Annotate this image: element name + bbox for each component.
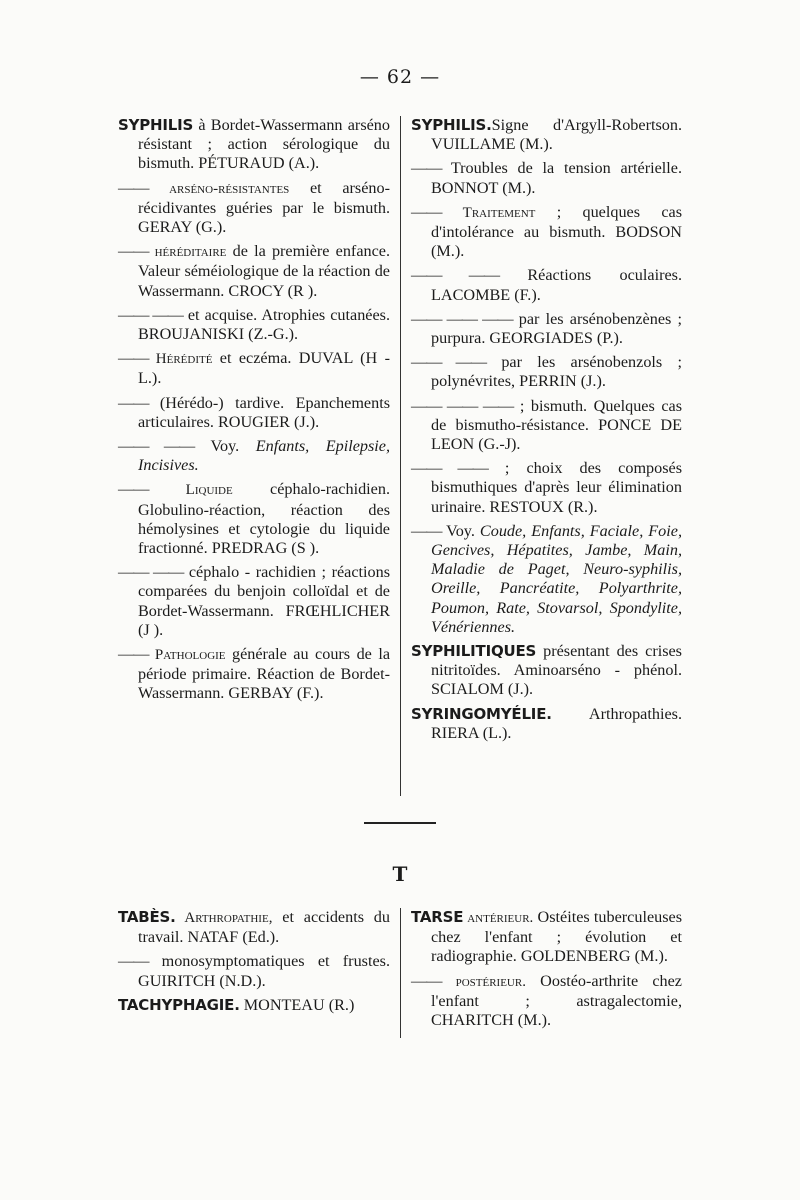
index-entry — [411, 266, 682, 304]
index-entry — [118, 306, 390, 344]
entry-heading: TACHYPHAGIE. — [118, 995, 240, 1014]
section-letter: T — [392, 862, 408, 886]
entry-text: Réactions oculaires. LACOMBE (F.). — [431, 266, 682, 304]
index-entry — [118, 116, 390, 174]
entry-dash: —— — [411, 159, 442, 178]
entry-dash: —— —— — [411, 459, 488, 478]
entry-text: ; quelques cas d'intolérance au bismuth. BODSON (M.). — [431, 202, 682, 261]
index-entry — [118, 952, 390, 990]
entry-heading: TARSE — [411, 908, 464, 926]
entry-text: Arthropathies. RIERA (L.). — [431, 704, 682, 742]
entry-dash: —— — [118, 242, 149, 261]
entry-text: ; bismuth. Quelques cas de bismutho-résistance. PONCE DE LEON (G.-J). — [431, 396, 683, 454]
top-right-column — [400, 116, 682, 796]
entry-text: par les arsénobenzènes ; purpura. GEORGIADES (P.). — [431, 309, 683, 348]
entry-subheading: héréditaire — [154, 244, 227, 261]
entry-dash: —— — [118, 349, 149, 368]
bottom-left-column — [118, 908, 400, 1038]
entry-text: par les arsénobenzols ; polynévrites, PERRIN (J.). — [431, 353, 682, 391]
entry-text: ; choix des composés bismuthiques d'après leur élimination urinaire. RESTOUX (R.). — [431, 459, 683, 516]
section-separator — [364, 822, 436, 824]
index-entry — [411, 459, 682, 517]
top-left-column — [118, 116, 400, 796]
entry-dash: —— — [118, 480, 149, 499]
entry-text: Voy. — [210, 437, 256, 456]
entry-heading: SYPHILIS — [118, 116, 194, 134]
entry-subheading: Arthropathie, — [175, 910, 273, 926]
entry-text: et eczéma. DUVAL (H -L.). — [138, 349, 390, 388]
entry-text: et acquise. Atrophies cutanées. BROUJANISKI (Z.-G.). — [138, 305, 391, 344]
index-entry — [118, 242, 390, 301]
entry-subheading: antérieur. — [463, 910, 534, 926]
index-entry — [411, 972, 682, 1031]
entry-dash: —— — [118, 645, 149, 664]
entry-crossref: Coude, Enfants, Faciale, Foie, Gencives, Hépatites, Jambe, Main, Maladie de Paget, Neuro-syphilis, Oreille, Pancréatite, Polyarthrite, Poumon, Rate, Stovarsol, Spondylite, Vénériennes. — [431, 521, 682, 636]
entry-subheading: Liquide — [185, 482, 233, 499]
index-entry — [411, 908, 682, 967]
index-entry — [411, 203, 682, 262]
entry-dash: —— — [118, 952, 149, 971]
entry-dash: —— —— — [118, 437, 195, 456]
entry-heading: SYPHILIS. — [411, 116, 492, 134]
index-entry — [411, 705, 682, 743]
entry-subheading: arséno-résistantes — [169, 180, 290, 197]
index-entry — [411, 116, 682, 154]
entry-text: générale au cours de la période primaire. Réaction de Bordet-Wassermann. GERBAY (F.). — [138, 645, 391, 703]
entry-heading: SYPHILITIQUES — [411, 642, 537, 661]
index-entry — [118, 179, 390, 238]
index-entry — [411, 353, 682, 391]
entry-dash: —— — [118, 178, 149, 197]
index-entry — [118, 437, 390, 475]
entry-text: céphalo-rachidien. Globulino-réaction, réaction des hémolysines et cytologie du liquide fractionné. PREDRAG (S ). — [138, 480, 390, 558]
index-entry — [411, 522, 682, 637]
entry-text: monosymptomatiques et frustes. GUIRITCH (N.D.). — [138, 952, 390, 990]
entry-dash: —— —— —— — [411, 309, 513, 328]
entry-text: de la première enfance. Valeur séméiologique de la réaction de Wassermann. CROCY (R ). — [138, 242, 391, 300]
entry-subheading: Traitement — [462, 204, 536, 221]
index-entry — [118, 996, 390, 1015]
entry-heading: TABÈS. — [118, 908, 176, 926]
entry-dash: —— —— — [411, 353, 487, 372]
entry-dash: —— —— — [118, 305, 183, 324]
page-number: — 62 — — [359, 66, 441, 88]
entry-dash: —— — [118, 393, 149, 412]
entry-dash: —— —— — [118, 563, 184, 582]
entry-dash: —— — [411, 521, 442, 540]
entry-subheading: Pathologie — [154, 647, 226, 664]
index-entry — [118, 349, 390, 388]
entry-text: Troubles de la tension artérielle. BONNOT (M.). — [431, 159, 683, 197]
entry-dash: —— —— —— — [411, 396, 514, 415]
entry-crossref: Enfants, Epilepsie, Incisives. — [138, 437, 390, 475]
top-columns — [118, 116, 682, 796]
bottom-columns — [118, 908, 682, 1038]
bottom-right-column — [400, 908, 682, 1038]
index-entry — [118, 563, 390, 640]
entry-text: présentant des crises nitritoïdes. Aminoarséno - phénol. SCIALOM (J.). — [431, 642, 682, 699]
entry-heading: SYRINGOMYÉLIE. — [411, 704, 552, 723]
index-entry — [118, 480, 390, 558]
index-entry — [118, 908, 390, 947]
entry-text: à Bordet-Wassermann arséno résistant ; action sérologique du bismuth. PÉTURAUD (A.). — [138, 116, 390, 173]
entry-text: Oostéo-arthrite chez l'enfant ; astragalectomie, CHARITCH (M.). — [431, 971, 682, 1030]
entry-dash: —— —— — [411, 266, 500, 285]
index-entry — [411, 397, 682, 455]
entry-text: Signe d'Argyll-Robertson. VUILLAME (M.). — [431, 116, 682, 154]
index-entry — [118, 645, 390, 704]
index-entry — [411, 642, 682, 700]
entry-dash: —— — [411, 971, 442, 990]
entry-text: céphalo - rachidien ; réactions comparées du benjoin colloïdal et de Bordet-Wassermann. FRŒHLICHER (J ). — [138, 563, 390, 639]
entry-text: (Hérédo-) tardive. Epanchements articulaires. ROUGIER (J.). — [138, 393, 390, 431]
index-entry — [411, 159, 682, 197]
entry-subheading: Hérédité — [155, 351, 213, 368]
entry-dash: —— — [411, 202, 442, 221]
entry-text: Voy. — [446, 521, 480, 540]
entry-text: et accidents du travail. NATAF (Ed.). — [138, 908, 390, 947]
index-entry — [118, 394, 390, 432]
entry-text: Ostéites tuberculeuses chez l'enfant ; évolution et radiographie. GOLDENBERG (M.). — [431, 908, 683, 966]
index-entry — [411, 310, 682, 348]
entry-text: et arséno-récidivantes guéries par le bismuth. GERAY (G.). — [138, 178, 390, 237]
entry-subheading: postérieur. — [455, 973, 526, 990]
entry-text: MONTEAU (R.) — [239, 995, 355, 1014]
